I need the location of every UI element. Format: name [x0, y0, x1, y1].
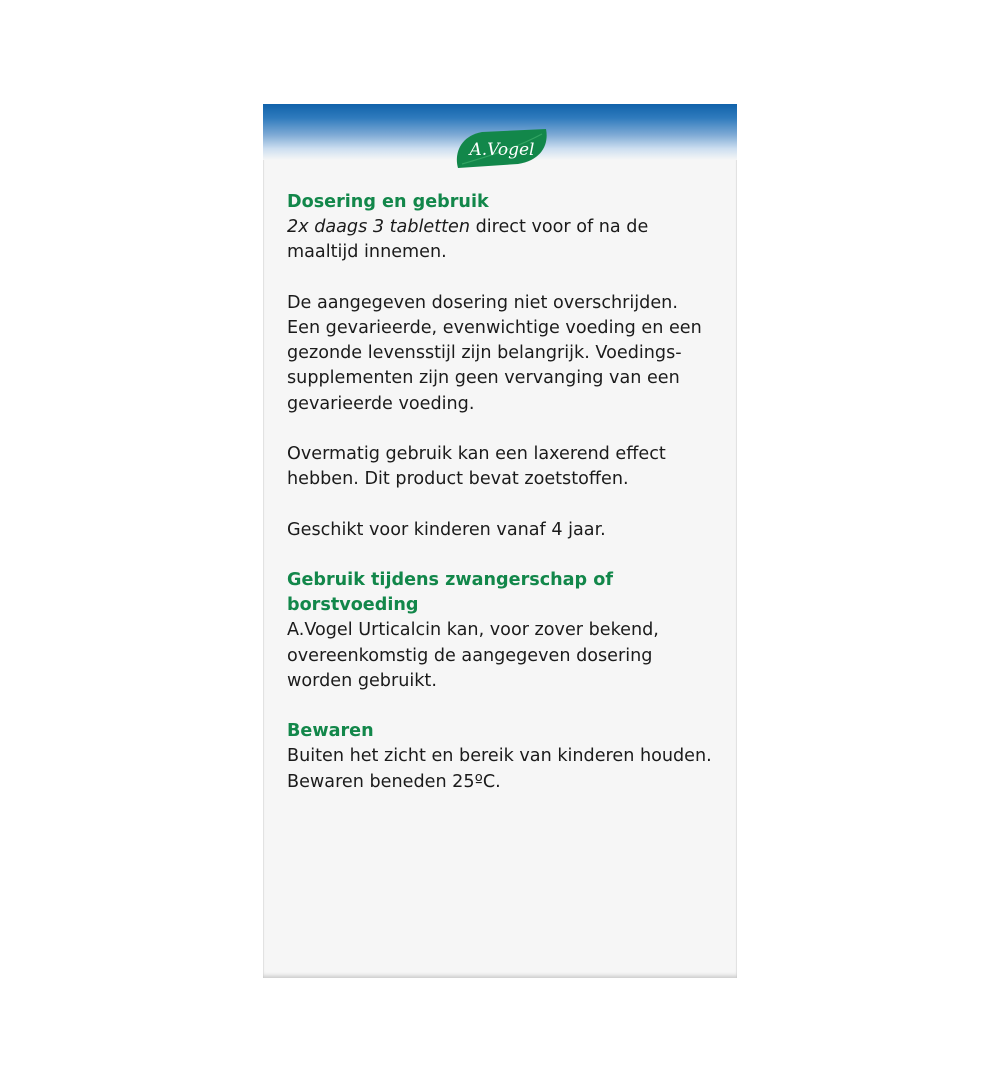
dosage-amount: 2x daags 3 tabletten — [287, 217, 470, 238]
package-side-panel — [263, 104, 737, 978]
dosage-line-2: maaltijd innemen. — [287, 242, 447, 263]
storage-heading: Bewaren — [287, 721, 374, 742]
pregnancy-heading: Gebruik tijdens zwangerschap of borstvoeding — [287, 569, 613, 616]
logo-text: A.Vogel — [469, 140, 535, 160]
dosage-line-1 — [287, 215, 723, 240]
a-vogel-logo — [452, 128, 550, 170]
dosage-heading: Dosering en gebruik — [287, 192, 489, 212]
laxative-warning: Overmatig gebruik kan een laxerend effect hebben. Dit product bevat zoetstoffen. — [287, 444, 666, 490]
dosage-warning: De aangegeven dosering niet overschrijden. Een gevarieerde, evenwichtige voeding en een gezonde levensstijl zijn belangrijk. Voedings- supplementen zijn geen vervanging van een gevarieerde voeding. — [287, 292, 702, 414]
dosage-timing: direct voor of na de — [469, 217, 649, 238]
storage-text: Buiten het zicht en bereik van kinderen houden. Bewaren beneden 25ºC. — [287, 746, 712, 792]
leaf-logo-icon — [452, 128, 550, 170]
pregnancy-text: A.Vogel Urticalcin kan, voor zover bekend, overeenkomstig de aangegeven dosering worden gebruikt. — [287, 620, 659, 691]
children-suitability: Geschikt voor kinderen vanaf 4 jaar. — [287, 519, 606, 540]
instructions-text — [287, 190, 723, 795]
